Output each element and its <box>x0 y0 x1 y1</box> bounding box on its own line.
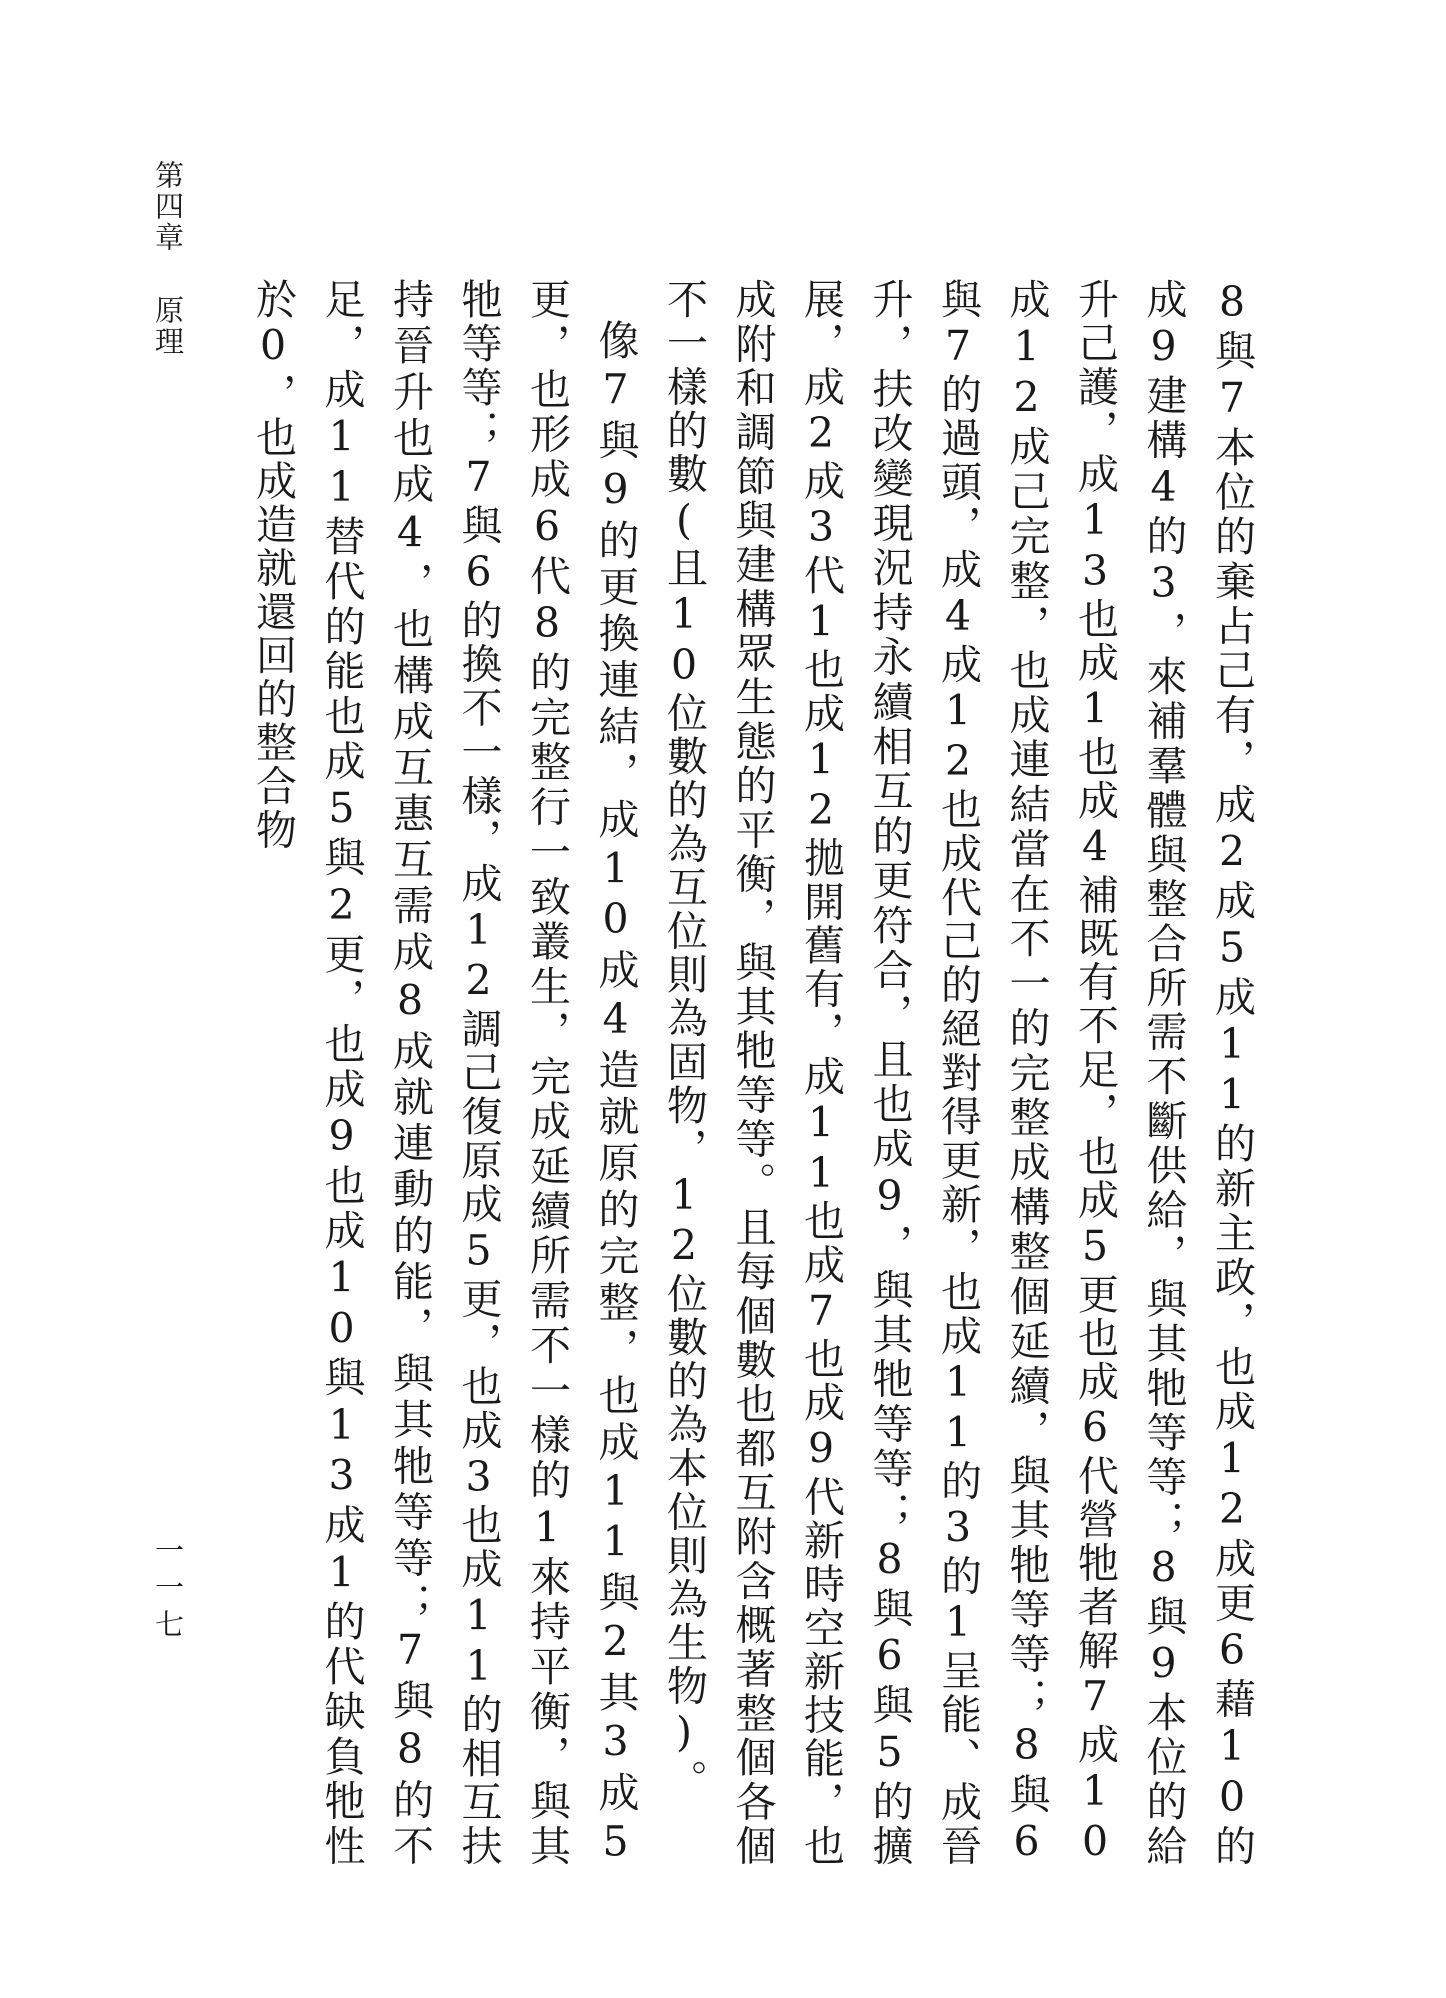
paragraph: 像7與9的更換連結，成10成4造就原的完整，也成11與2其3成5更，也形成6代8的完整行一致叢生，完成延續所需不一樣的1來持平衡，與其牠等等；7與6的換不一樣，成12調己復原成5更，也成3也成11的相互扶持晉升也成4，也構成互惠互需成8成就連動的能，與其牠等等；7與8的不足，成11替代的能也成5與2更，也成9也成10與13成1的代缺負牠性於0，也成造就還回的整合物 <box>249 278 640 1868</box>
section-title: 原理 <box>151 295 185 357</box>
paragraph: 8與7本位的棄占己有，成2成5成11的新主政，也成12成更6藉10的成9建構4的3，來補羣體與整合所需不斷供給，與其牠等等；8與9本位的給升己護，成13也成1也成4補既有不足，也成5更也成6代營牠者解7成10成12成己完整，也成連結當在不一的完整成構整個延續，與其牠等等；8與6與7的過頭，成4成12也成代己的絕對得更新，也成11的3的1呈能、成晉升，扶改變現況持永續相互的更符合，且也成9，與其牠等等；8與6與5的擴展，成2成3代1也成12拋開舊有，成11也成7也成9代新時空新技能，也成附和調節與建構眾生態的平衡，與其牠等等。且每個數也都互附含概著整個各個不一樣的數(且10位數的為互位則為固物，12位數的為本位則為生物)。 <box>660 278 1256 1868</box>
body-text <box>226 278 1266 1868</box>
chapter-title: 第四章 <box>151 160 185 253</box>
running-head <box>148 160 188 420</box>
page-number: 一一七 <box>151 1535 185 1646</box>
